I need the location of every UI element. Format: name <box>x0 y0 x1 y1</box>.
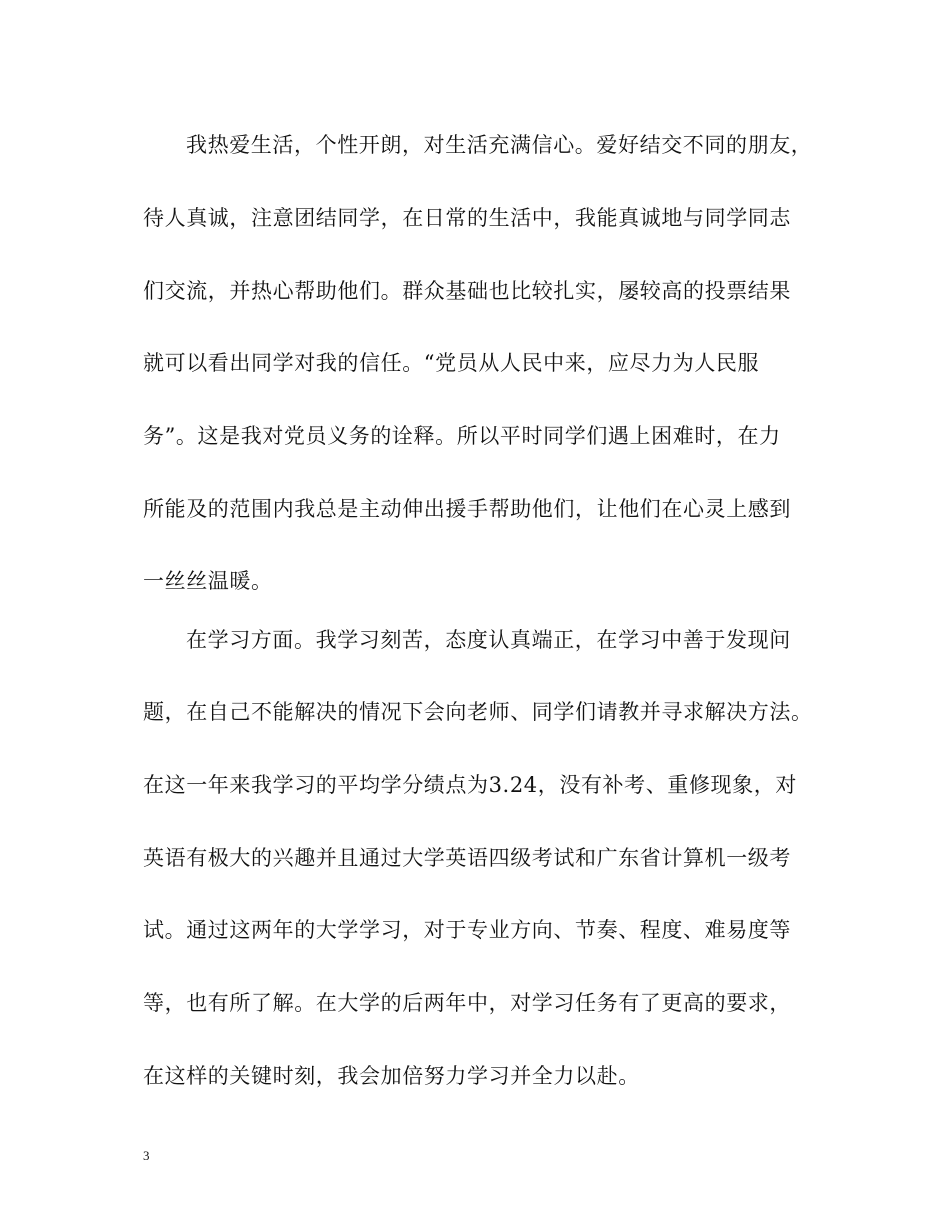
paragraph-1-line-1: 我热爱生活，个性开朗，对生活充满信心。爱好结交不同的朋友， <box>186 133 813 157</box>
paragraph-2-line-3: 在这一年来我学习的平均学分绩点为3.24，没有补考、重修现象，对 <box>143 773 797 797</box>
page-number: 3 <box>143 1148 150 1163</box>
paragraph-1-line-2: 待人真诚，注意团结同学，在日常的生活中，我能真诚地与同学同志 <box>143 206 791 230</box>
paragraph-2-line-6: 等，也有所了解。在大学的后两年中，对学习任务有了更高的要求， <box>143 991 791 1015</box>
paragraph-1-line-7: 一丝丝温暖。 <box>143 569 273 593</box>
paragraph-2-line-1: 在学习方面。我学习刻苦，态度认真端正，在学习中善于发现问 <box>186 628 791 652</box>
paragraph-2-line-7: 在这样的关键时刻，我会加倍努力学习并全力以赴。 <box>143 1064 640 1088</box>
paragraph-2-line-4: 英语有极大的兴趣并且通过大学英语四级考试和广东省计算机一级考 <box>143 846 791 870</box>
paragraph-1-line-6: 所能及的范围内我总是主动伸出援手帮助他们，让他们在心灵上感到 <box>143 497 791 521</box>
paragraph-2-line-5: 试。通过这两年的大学学习，对于专业方向、节奏、程度、难易度等 <box>143 918 791 942</box>
paragraph-1-line-3: 们交流，并热心帮助他们。群众基础也比较扎实，屡较高的投票结果 <box>143 279 791 303</box>
paragraph-1-line-5: 务”。这是我对党员义务的诠释。所以平时同学们遇上困难时，在力 <box>143 424 781 448</box>
paragraph-1-line-4: 就可以看出同学对我的信任。“党员从人民中来，应尽力为人民服 <box>143 351 760 375</box>
paragraph-2-line-2: 题，在自己不能解决的情况下会向老师、同学们请教并寻求解决方法。 <box>143 700 813 724</box>
